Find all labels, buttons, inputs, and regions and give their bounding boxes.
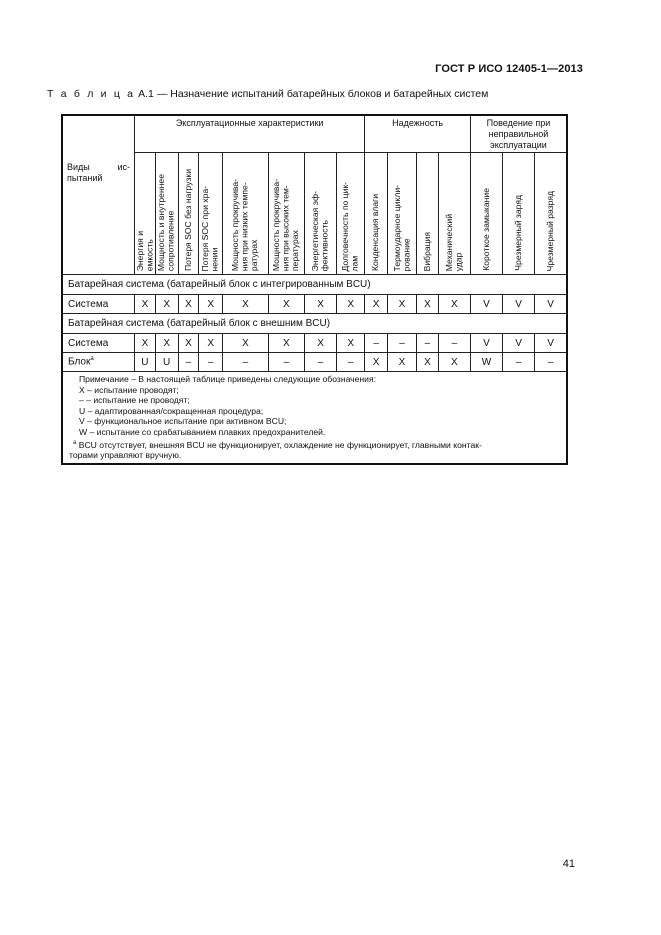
group-header-reliability: Надежность bbox=[365, 115, 471, 153]
test-mark-cell: – bbox=[365, 334, 388, 353]
test-mark-cell: X bbox=[155, 295, 178, 314]
column-header bbox=[268, 153, 304, 275]
test-mark-cell: W bbox=[470, 353, 502, 372]
row-label-system-external: Система bbox=[62, 334, 135, 353]
test-mark-cell: – bbox=[438, 334, 470, 353]
test-mark-cell: – bbox=[223, 353, 269, 372]
test-mark-cell: – bbox=[417, 334, 439, 353]
section-integrated-bcu: Батарейная система (батарейный блок с интегрированным BCU) bbox=[62, 275, 567, 295]
page-number: 41 bbox=[562, 858, 575, 870]
test-mark-cell: U bbox=[135, 353, 156, 372]
test-mark-cell: V bbox=[503, 295, 535, 314]
column-header-label: Чрезмерный разряд bbox=[544, 190, 555, 271]
test-mark-cell: – bbox=[535, 353, 567, 372]
standard-header: ГОСТ Р ИСО 12405-1—2013 bbox=[435, 63, 583, 75]
test-mark-cell: X bbox=[365, 295, 388, 314]
row-header-cell bbox=[62, 115, 135, 275]
note-item: – – испытание не проводят; bbox=[79, 395, 190, 406]
column-header-label: Вибрация bbox=[421, 231, 432, 271]
column-header bbox=[503, 153, 535, 275]
test-mark-cell: X bbox=[223, 334, 269, 353]
column-header bbox=[178, 153, 199, 275]
test-mark-cell: X bbox=[268, 334, 304, 353]
column-header bbox=[535, 153, 567, 275]
column-header bbox=[135, 153, 156, 275]
note-title: Примечание – В настоящей таблице приведены следующие обозначения: bbox=[79, 374, 377, 384]
caption-label: Т а б л и ц а bbox=[47, 88, 136, 100]
column-header bbox=[470, 153, 502, 275]
test-mark-cell: X bbox=[417, 295, 439, 314]
footnote-mark: а bbox=[73, 439, 77, 446]
column-header bbox=[155, 153, 178, 275]
note-item: U – адаптированная/сокращенная процедура; bbox=[79, 405, 264, 416]
column-header bbox=[365, 153, 388, 275]
column-header-label: Мощность прокручива- ния при низких темпе- ратурах bbox=[230, 178, 260, 271]
test-mark-cell: V bbox=[535, 334, 567, 353]
row-label-system-integrated: Система bbox=[62, 295, 135, 314]
test-mark-cell: X bbox=[135, 334, 156, 353]
column-header-label: Потеря SOC без нагрузки bbox=[182, 168, 193, 271]
test-mark-cell: X bbox=[304, 334, 336, 353]
test-mark-cell: – bbox=[388, 334, 417, 353]
test-mark-cell: X bbox=[337, 295, 365, 314]
column-header-label: Энергетическая эф- фективность bbox=[310, 190, 330, 271]
test-assignment-table bbox=[61, 114, 568, 465]
footnote-line1: BCU отсутствует, внешняя BCU не функционирует, охлаждение не функционирует, главными контак- bbox=[78, 439, 482, 450]
footnote bbox=[69, 438, 560, 450]
column-header-label: Конденсация влаги bbox=[370, 193, 381, 271]
test-mark-cell: X bbox=[438, 353, 470, 372]
row-header-word2: ис- bbox=[117, 162, 131, 172]
column-header-label: Термоударное цикли- рование bbox=[391, 184, 411, 271]
test-mark-cell: V bbox=[470, 334, 502, 353]
column-header bbox=[438, 153, 470, 275]
test-mark-cell: – bbox=[304, 353, 336, 372]
column-header-label: Мощность прокручива- ния при высоких тем- пературах bbox=[271, 178, 301, 271]
test-mark-cell: X bbox=[155, 334, 178, 353]
footnote-line2: торами управляют вручную. bbox=[69, 450, 182, 461]
test-mark-cell: X bbox=[199, 295, 223, 314]
test-mark-cell: X bbox=[337, 334, 365, 353]
column-header-label: Механический удар bbox=[443, 213, 464, 271]
group-header-performance: Эксплуатационные характеристики bbox=[135, 115, 365, 153]
test-mark-cell: – bbox=[268, 353, 304, 372]
row-header-word1: Виды bbox=[67, 162, 90, 172]
test-mark-cell: – bbox=[337, 353, 365, 372]
column-header-label: Чрезмерный заряд bbox=[512, 195, 523, 271]
test-mark-cell: X bbox=[199, 334, 223, 353]
test-mark-cell: – bbox=[178, 353, 199, 372]
column-header-label: Потеря SOC при хра- нении bbox=[200, 185, 220, 271]
test-mark-cell: X bbox=[388, 353, 417, 372]
caption-text: А.1 — Назначение испытаний батарейных блоков и батарейных систем bbox=[138, 88, 489, 100]
note-item: W – испытание со срабатыванием плавких предохранителей. bbox=[79, 426, 326, 437]
column-header bbox=[337, 153, 365, 275]
row-header-word3: пытаний bbox=[67, 173, 103, 183]
column-header-label: Короткое замыкание bbox=[480, 188, 491, 271]
test-mark-cell: X bbox=[438, 295, 470, 314]
footnote-ref: а bbox=[90, 356, 94, 363]
group-header-abuse: Поведение при неправильной эксплуатации bbox=[470, 115, 567, 153]
test-mark-cell: – bbox=[199, 353, 223, 372]
test-mark-cell: – bbox=[503, 353, 535, 372]
test-mark-cell: V bbox=[503, 334, 535, 353]
row-label-block bbox=[62, 353, 135, 372]
test-mark-cell: X bbox=[304, 295, 336, 314]
test-mark-cell: X bbox=[417, 353, 439, 372]
column-header-label: Мощность и внутреннее сопротивление bbox=[156, 173, 176, 271]
table-caption bbox=[47, 88, 488, 100]
note-item: X – испытание проводят; bbox=[79, 384, 179, 395]
column-header bbox=[417, 153, 439, 275]
test-mark-cell: X bbox=[365, 353, 388, 372]
section-external-bcu: Батарейная система (батарейный блок с внешним BCU) bbox=[62, 314, 567, 334]
test-mark-cell: V bbox=[470, 295, 502, 314]
column-header bbox=[304, 153, 336, 275]
column-header bbox=[199, 153, 223, 275]
column-header-label: Долговечность по цик- лам bbox=[340, 181, 360, 271]
test-mark-cell: X bbox=[388, 295, 417, 314]
test-mark-cell: X bbox=[178, 295, 199, 314]
test-mark-cell: U bbox=[155, 353, 178, 372]
test-mark-cell: X bbox=[135, 295, 156, 314]
note-item: V – функциональное испытание при активном BCU; bbox=[79, 416, 287, 427]
test-mark-cell: V bbox=[535, 295, 567, 314]
column-header-label: Энергия и емкость bbox=[134, 230, 154, 271]
test-mark-cell: X bbox=[223, 295, 269, 314]
table-note bbox=[62, 372, 567, 464]
row-label-block-text: Блок bbox=[68, 356, 91, 368]
column-header bbox=[223, 153, 269, 275]
column-header bbox=[388, 153, 417, 275]
test-mark-cell: X bbox=[178, 334, 199, 353]
test-mark-cell: X bbox=[268, 295, 304, 314]
